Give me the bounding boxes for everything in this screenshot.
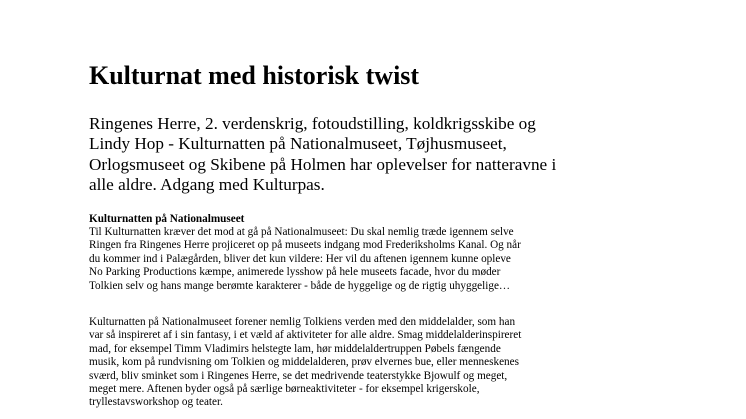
paragraph-line: sværd, bliv sminket som i Ringenes Herre, se det medrivende teaterstykke Bjowulf og meget, (89, 369, 508, 382)
paragraph-line: No Parking Productions kæmpe, animerede lysshow på hele museets facade, hvor du møder (89, 266, 501, 279)
article-title: Kulturnat med historisk twist (89, 61, 420, 90)
paragraph-line: Tolkien selv og hans mange berømte karakterer - både de hyggelige og de rigtig uhyggelige… (89, 279, 511, 292)
paragraph-line: Ringen fra Ringenes Herre projiceret op på museets indgang mod Frederiksholms Kanal. Og når (89, 239, 521, 252)
lead-line: Orlogsmuseet og Skibene på Holmen har oplevelser for natteravne i (89, 154, 557, 174)
paragraph-line: meget mere. Aftenen byder også på særlige børneaktiviteter - for eksempel krigerskole, (89, 383, 480, 396)
paragraph-line: var så inspireret af i sin fantasy, i et væld af aktiviteter for alle aldre. Smag middelalderinspireret (89, 329, 522, 342)
paragraph-line: du kommer ind i Palægården, bliver det kun vildere: Her vil du aftenen igennem kunne opleve (89, 252, 511, 265)
lead-line: Lindy Hop - Kulturnatten på Nationalmuseet, Tøjhusmuseet, (89, 134, 507, 154)
paragraph-line: musik, kom på rundvisning om Tolkien og middelalderen, prøv elvernes bue, eller menneskenes (89, 356, 519, 369)
paragraph-line: Til Kulturnatten kræver det mod at gå på Nationalmuseet: Du skal nemlig træde igennem selve (89, 226, 514, 238)
paragraph-line: Kulturnatten på Nationalmuseet forener nemlig Tolkiens verden med den middelalder, som han (89, 316, 516, 328)
lead-line: Ringenes Herre, 2. verdenskrig, fotoudstilling, koldkrigsskibe og (89, 114, 536, 133)
body-paragraph-2 (89, 316, 521, 410)
section-heading: Kulturnatten på Nationalmuseet (89, 213, 245, 225)
paragraph-line: tryllestavsworkshop og teater. (89, 396, 223, 409)
body-paragraph-1 (89, 226, 521, 293)
paragraph-line: mad, for eksempel Timm Vladimirs helstegte lam, hør middelaldertruppen Pøbels fængende (89, 342, 501, 355)
article-lead (89, 114, 569, 195)
lead-line: alle aldre. Adgang med Kulturpas. (89, 174, 325, 194)
